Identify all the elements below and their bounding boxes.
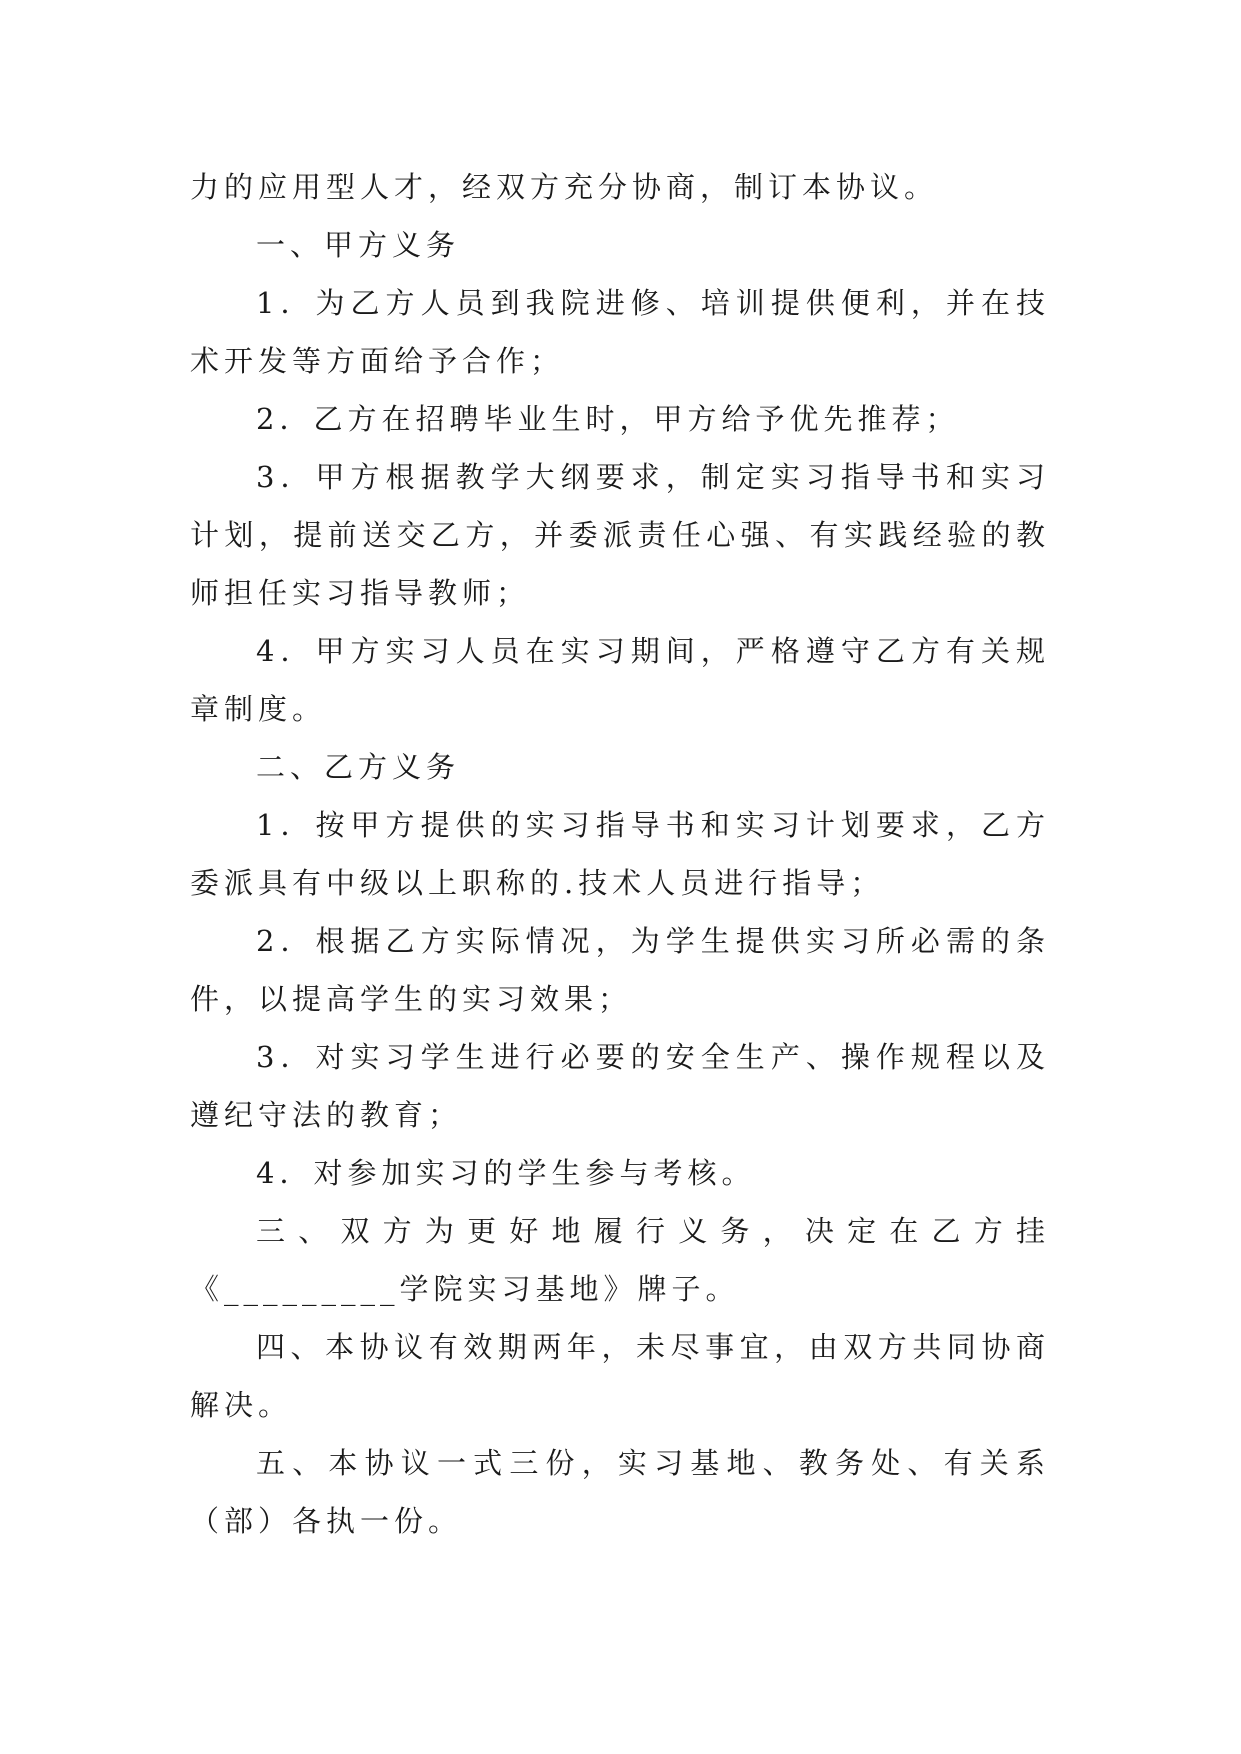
section-five-copies: 五、本协议一式三份，实习基地、教务处、有关系（部）各执一份。 <box>190 1446 1050 1538</box>
paragraph-b-3: 3．对实习学生进行必要的安全生产、操作规程以及遵纪守法的教育； <box>190 1040 1050 1132</box>
document-body <box>190 158 1050 1550</box>
paragraph-a-1: 1．为乙方人员到我院进修、培训提供便利，并在技术开发等方面给予合作； <box>190 286 1050 378</box>
section-heading-party-b-obligations: 二、乙方义务 <box>256 750 461 784</box>
paragraph-b-4: 4．对参加实习的学生参与考核。 <box>256 1156 756 1190</box>
paragraph-a-4: 4．甲方实习人员在实习期间，严格遵守乙方有关规章制度。 <box>190 634 1050 726</box>
paragraph-a-3: 3．甲方根据教学大纲要求，制定实习指导书和实习计划，提前送交乙方，并委派责任心强、有实践经验的教师担任实习指导教师； <box>190 460 1050 610</box>
section-heading-party-a-obligations: 一、甲方义务 <box>256 228 461 262</box>
section-four-validity: 四、本协议有效期两年，未尽事宜，由双方共同协商解决。 <box>190 1330 1050 1422</box>
paragraph-1: 力的应用型人才，经双方充分协商，制订本协议。 <box>190 170 939 204</box>
paragraph-a-2: 2．乙方在招聘毕业生时，甲方给予优先推荐； <box>256 402 960 436</box>
paragraph-b-1: 1．按甲方提供的实习指导书和实习计划要求，乙方委派具有中级以上职称的.技术人员进行指导； <box>190 808 1050 900</box>
paragraph-b-2: 2．根据乙方实际情况，为学生提供实习所必需的条件，以提高学生的实习效果； <box>190 924 1050 1016</box>
section-three-practice-base-sign: 三、双方为更好地履行义务，决定在乙方挂《_________学院实习基地》牌子。 <box>190 1214 1050 1306</box>
